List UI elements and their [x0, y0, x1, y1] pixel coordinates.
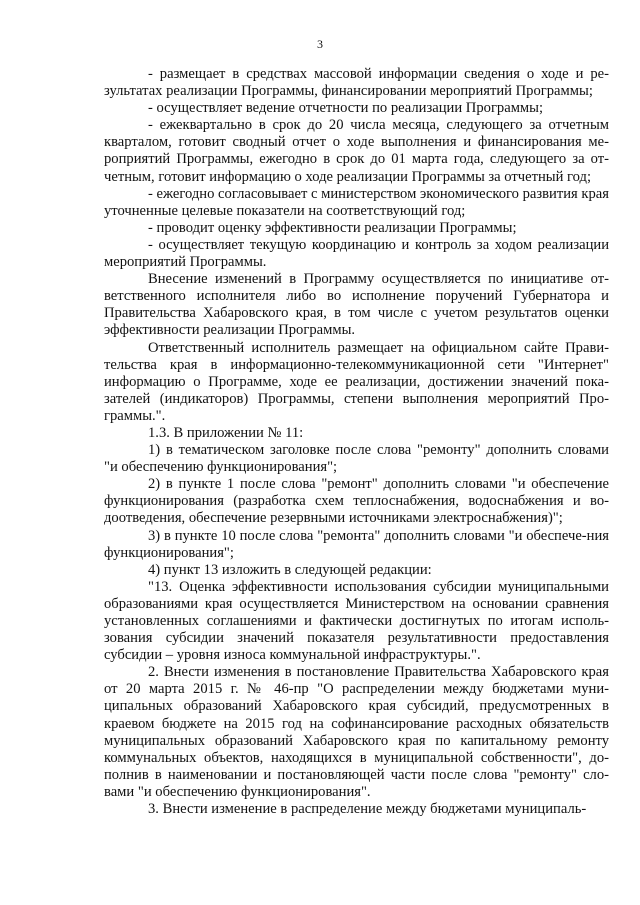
paragraph-distribution-change: 3. Внести изменение в распределение между бюджетами муниципаль- — [148, 801, 587, 818]
paragraph-reporting: - осуществляет ведение отчетности по реализации Программы; — [148, 100, 544, 117]
paragraph-media-publication: - размещает в средствах массовой информации сведения о ходе и ре-зультатах реализации Программы, финансировании мероприятий Программы; — [104, 66, 609, 100]
paragraph-quarterly-report: - ежеквартально в срок до 20 числа месяца, следующего за отчетным кварталом, готовит сводный отчет о ходе выполнения и финансирования ме-роприятий Программы, ежегодно в срок до 01 марта года, следующего за от-четным, готовит информацию о ходе реализации Программы за отчетный год; — [104, 117, 609, 185]
paragraph-appendix-11: 1.3. В приложении № 11: — [148, 424, 304, 441]
paragraph-item-3: 3) в пункте 10 после слова "ремонта" дополнить словами "и обеспече-ния функционирования"; — [104, 527, 609, 561]
paragraph-efficiency-assessment: - проводит оценку эффективности реализации Программы; — [148, 219, 517, 236]
page-number: 3 — [317, 37, 323, 51]
paragraph-clause-13: "13. Оценка эффективности использования субсидии муниципальными образованиями края осуществляется Министерством на основании сравнения установленных соглашениями и фактически достигнутых по итогам исполь-зования субсидии значений показателя результативности предоставления субсидии – уровня износа коммунальной инфраструктуры.". — [104, 578, 609, 664]
paragraph-target-indicators: - ежегодно согласовывает с министерством экономического развития края уточненные целевые показатели на соответствующий год; — [104, 185, 609, 219]
paragraph-website-info: Ответственный исполнитель размещает на официальном сайте Прави-тельства края в информационно-телекоммуникационной сети "Интернет" информацию о Программе, ходе ее реализации, достижении значений пока-зателей (индикаторов) Программы, степени выполнения мероприятий Про-граммы.". — [104, 339, 609, 424]
paragraph-program-changes: Внесение изменений в Программу осуществляется по инициативе от-ветственного исполнителя либо во исполнение поручений Губернатора и Правительства Хабаровского края, в том числе с учетом результатов оценки эффективности реализации Программы. — [104, 271, 609, 339]
paragraph-resolution-changes: 2. Внести изменения в постановление Правительства Хабаровского края от 20 марта 2015 г. № 46-пр "О распределении между бюджетами муни-ципальных образований Хабаровского края субсидий, предусмотренных в краевом бюджете на 2015 год на софинансирование расходных обязательств муниципальных образований Хабаровского края по капитальному ремонту коммунальных объектов, находящихся в муниципальной собственности", до-полнив в наименовании и постановляющей части после слова "ремонту" сло-вами "и обеспечению функционирования". — [104, 664, 609, 800]
paragraph-item-1: 1) в тематическом заголовке после слова "ремонту" дополнить словами "и обеспечению функционирования"; — [104, 442, 609, 476]
paragraph-item-4: 4) пункт 13 изложить в следующей редакции: — [148, 561, 432, 578]
document-body — [104, 66, 609, 818]
paragraph-item-2: 2) в пункте 1 после слова "ремонт" дополнить словами "и обеспечение функционирования (разработка схем теплоснабжения, водоснабжения и во-доотведения, обеспечение резервными источниками электроснабжения)"; — [104, 476, 609, 527]
paragraph-coordination: - осуществляет текущую координацию и контроль за ходом реализации мероприятий Программы. — [104, 236, 609, 271]
